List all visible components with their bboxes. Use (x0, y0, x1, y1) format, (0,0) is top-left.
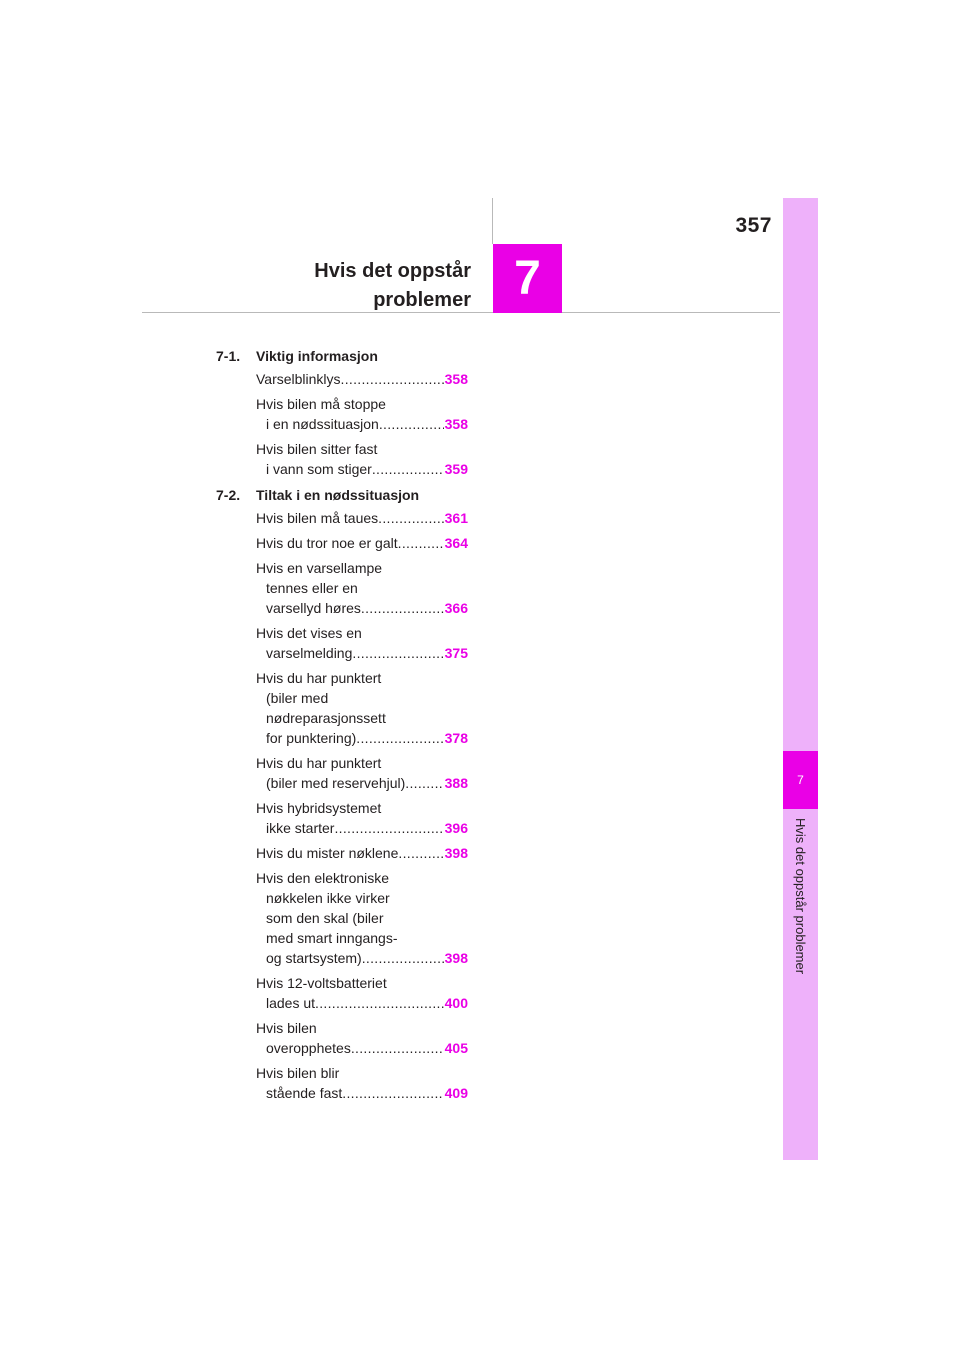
toc-entry-text: varsellyd høres (266, 600, 361, 616)
toc-page-link[interactable]: 358 (444, 371, 468, 387)
toc-entry-text: Hvis du har punktert (256, 670, 382, 686)
toc-entry-text: overopphetes (266, 1040, 351, 1056)
toc-section-heading (216, 345, 468, 369)
toc-entry-text: Hvis du mister nøklene (256, 845, 399, 861)
toc-entry-text: Hvis den elektroniske (256, 870, 390, 886)
toc-entry[interactable] (256, 753, 468, 793)
toc-entry-text: stående fast (266, 1085, 343, 1101)
toc-entry-text: Hvis du tror noe er galt (256, 535, 398, 551)
page-number: 357 (735, 214, 772, 237)
toc-entry-text: nødreparasjonssett (266, 710, 386, 726)
header-vertical-rule (492, 198, 493, 244)
toc-page-link[interactable]: 396 (444, 820, 468, 836)
toc-entry-text: Hvis bilen (256, 1020, 317, 1036)
table-of-contents (216, 344, 468, 1108)
toc-entry-text: ikke starter (266, 820, 335, 836)
toc-entry-leader-row (256, 1038, 468, 1058)
toc-entry[interactable] (256, 508, 468, 528)
toc-section-title: Tiltak i en nødssituasjon (256, 487, 420, 503)
toc-leader-dots (405, 773, 443, 793)
toc-entry-leader-row (256, 993, 468, 1013)
toc-entry-text: (biler med (266, 690, 329, 706)
toc-entry-text: varselmelding (266, 645, 353, 661)
toc-leader-dots (334, 818, 443, 838)
toc-entry-leader-row (256, 773, 468, 793)
toc-section-number: 7-2. (216, 487, 241, 503)
toc-leader-dots (379, 414, 444, 434)
toc-page-link[interactable]: 405 (444, 1040, 468, 1056)
toc-leader-dots (378, 508, 443, 528)
toc-section-title: Viktig informasjon (256, 348, 378, 364)
toc-entry-text: lades ut (266, 995, 316, 1011)
toc-entry[interactable] (256, 798, 468, 838)
toc-entry-leader-row (256, 643, 468, 663)
toc-entry[interactable] (256, 1018, 468, 1058)
toc-entry-text: Hvis det vises en (256, 625, 362, 641)
toc-entry-text: for punktering) (266, 730, 357, 746)
chapter-number-box: 7 (493, 244, 562, 313)
toc-leader-dots (315, 993, 444, 1013)
toc-section-heading (216, 484, 468, 508)
toc-entry-text: Hvis bilen må stoppe (256, 396, 386, 412)
toc-entry-text: med smart inngangs- (266, 930, 398, 946)
toc-entry-leader-row (256, 508, 468, 528)
toc-entry-leader-row (256, 843, 468, 863)
toc-entry-text: tennes eller en (266, 580, 358, 596)
toc-entry-text: og startsystem) (266, 950, 362, 966)
toc-leader-dots (356, 728, 443, 748)
toc-page-link[interactable]: 359 (444, 461, 468, 477)
toc-entry-text: (biler med reservehjul) (266, 775, 406, 791)
toc-entry-text: Hvis 12-voltsbatteriet (256, 975, 387, 991)
toc-leader-dots (351, 1038, 444, 1058)
toc-leader-dots (361, 598, 444, 618)
toc-leader-dots (362, 948, 444, 968)
toc-leader-dots (398, 843, 443, 863)
toc-entry[interactable] (256, 973, 468, 1013)
toc-page-link[interactable]: 409 (444, 1085, 468, 1101)
toc-entry[interactable] (256, 843, 468, 863)
toc-entry-text: Hvis bilen sitter fast (256, 441, 378, 457)
toc-entry[interactable] (256, 623, 468, 663)
side-tab-number: 7 (783, 751, 818, 809)
toc-entry[interactable] (256, 369, 468, 389)
toc-entry-text: Varselblinklys (256, 371, 341, 387)
toc-leader-dots (352, 643, 443, 663)
toc-entry-text: Hvis bilen må taues (256, 510, 379, 526)
chapter-title (240, 257, 471, 315)
toc-entry-leader-row (256, 414, 468, 434)
toc-page-link[interactable]: 358 (444, 416, 468, 432)
toc-entry-text: i vann som stiger (266, 461, 372, 477)
toc-entry-leader-row (256, 948, 468, 968)
toc-page-link[interactable]: 388 (444, 775, 468, 791)
toc-entry-leader-row (256, 1083, 468, 1103)
toc-entry-leader-row (256, 533, 468, 553)
toc-section-number: 7-1. (216, 348, 241, 364)
toc-page-link[interactable]: 398 (444, 950, 468, 966)
toc-entry-text: Hvis bilen blir (256, 1065, 340, 1081)
toc-entry[interactable] (256, 868, 468, 968)
toc-entry[interactable] (256, 394, 468, 434)
toc-entry-leader-row (256, 598, 468, 618)
side-tab-label: Hvis det oppstår problemer (793, 818, 808, 975)
toc-leader-dots (342, 1083, 443, 1103)
toc-entry-text: Hvis du har punktert (256, 755, 382, 771)
toc-page-link[interactable]: 375 (444, 645, 468, 661)
toc-entry[interactable] (256, 558, 468, 618)
toc-page-link[interactable]: 378 (444, 730, 468, 746)
toc-entry-leader-row (256, 459, 468, 479)
toc-entry-leader-row (256, 369, 468, 389)
toc-leader-dots (398, 533, 444, 553)
toc-entry-leader-row (256, 728, 468, 748)
chapter-title-line-1: Hvis det oppstår (314, 260, 471, 282)
toc-entry-text: som den skal (biler (266, 910, 384, 926)
toc-page-link[interactable]: 364 (444, 535, 468, 551)
toc-page-link[interactable]: 366 (444, 600, 468, 616)
toc-entry-text: nøkkelen ikke virker (266, 890, 390, 906)
toc-entry-text: Hvis en varsellampe (256, 560, 383, 576)
toc-entry-text: Hvis hybridsystemet (256, 800, 382, 816)
toc-entry-text: i en nødssituasjon (266, 416, 379, 432)
toc-page-link[interactable]: 400 (444, 995, 468, 1011)
toc-entry[interactable] (256, 439, 468, 479)
toc-leader-dots (372, 459, 444, 479)
toc-entry[interactable] (256, 1063, 468, 1103)
toc-entry[interactable] (256, 668, 468, 748)
side-tab (783, 198, 818, 1160)
toc-entry-leader-row (256, 818, 468, 838)
toc-page-link[interactable]: 398 (444, 845, 468, 861)
toc-entry[interactable] (256, 533, 468, 553)
toc-page-link[interactable]: 361 (444, 510, 468, 526)
chapter-title-line-2: problemer (373, 289, 471, 311)
toc-leader-dots (341, 369, 444, 389)
